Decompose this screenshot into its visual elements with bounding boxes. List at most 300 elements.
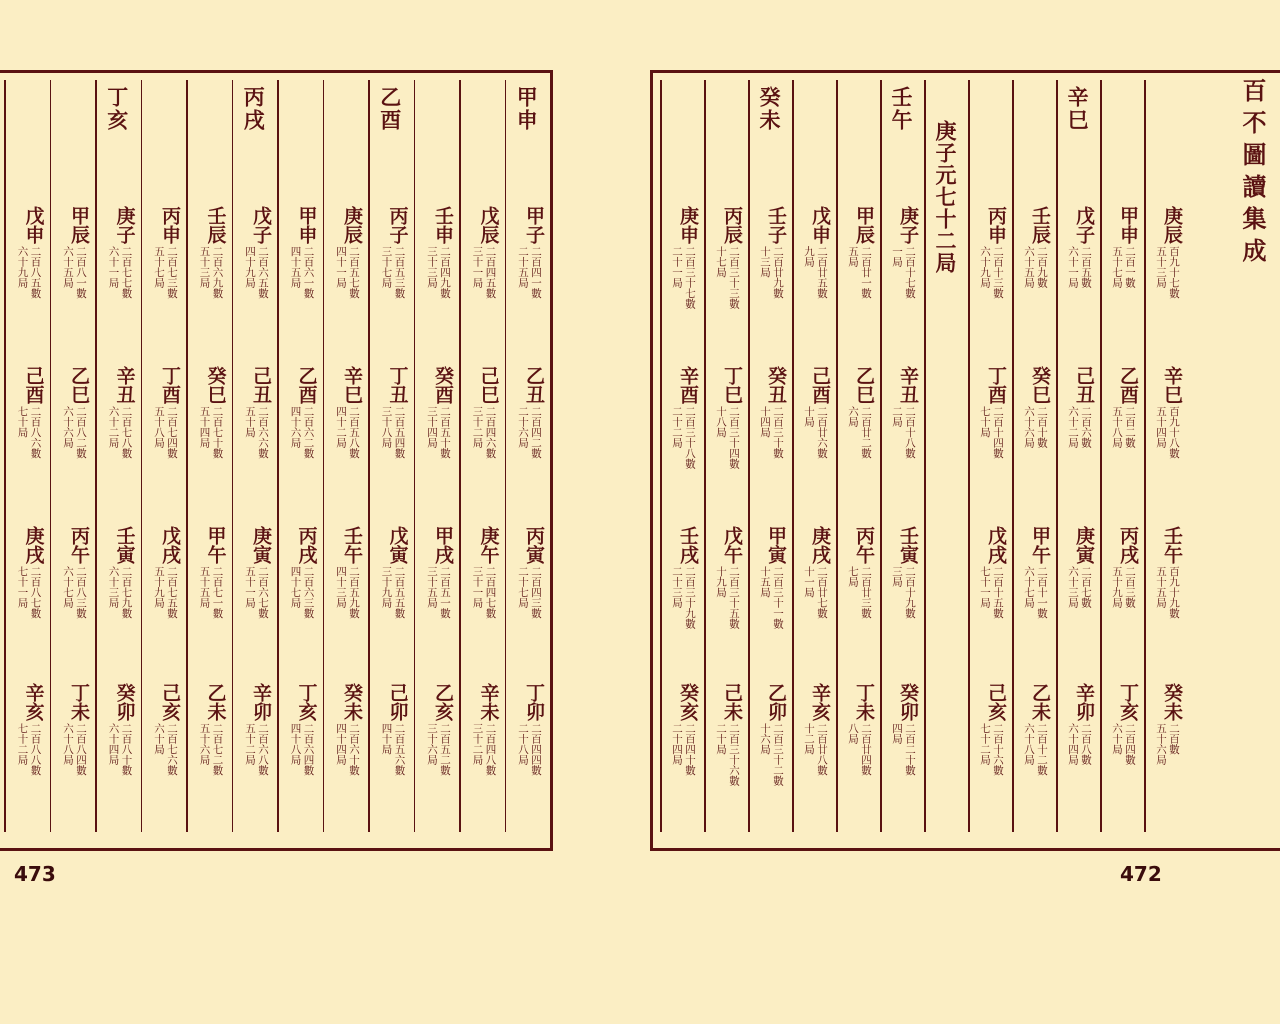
ju-annotation: 五十八局 — [153, 406, 165, 448]
column-rule — [141, 80, 143, 832]
ganzhi-entry — [707, 206, 745, 356]
count-annotation: 二百七二數 — [211, 723, 224, 776]
ganzhi-entry — [1059, 206, 1097, 356]
ganzhi-entry — [371, 683, 411, 833]
count-annotation: 百九十七數 — [1168, 246, 1180, 299]
count-annotation: 二百八三數 — [75, 566, 87, 619]
ju-annotation: 四十四局 — [335, 723, 347, 765]
ganzhi-entry — [98, 683, 138, 833]
count-annotation: 二百十七數 — [904, 246, 916, 299]
count-annotation: 二百五數 — [1080, 246, 1092, 288]
ganzhi-entry — [53, 526, 93, 676]
count-annotation: 二百三十數 — [772, 406, 784, 459]
ganzhi-name: 丁卯 — [523, 683, 545, 721]
ganzhi-name: 庚戌 — [22, 526, 45, 564]
count-annotation: 二百五三數 — [393, 246, 406, 299]
column-rule — [414, 80, 416, 832]
ganzhi-entry — [1103, 526, 1141, 676]
ju-annotation: 六十二局 — [107, 406, 120, 448]
ju-annotation: 六十二局 — [1067, 406, 1079, 448]
stem-heading: 丙戌 — [241, 86, 267, 132]
ju-annotation: 二十三局 — [671, 566, 683, 608]
ganzhi-name: 戊辰 — [477, 206, 500, 244]
column-rule — [1056, 80, 1058, 832]
ganzhi-name: 辛未 — [477, 683, 500, 721]
ganzhi-name: 辛酉 — [677, 366, 699, 404]
ju-annotation: 五十四局 — [1155, 406, 1167, 448]
ganzhi-entry — [883, 366, 921, 516]
count-annotation: 二百六五數 — [257, 246, 269, 299]
ganzhi-name: 丁亥 — [295, 683, 318, 721]
right-page-top-rule — [650, 70, 1280, 73]
ganzhi-entry — [53, 366, 93, 516]
ju-annotation: 六十三局 — [107, 566, 120, 608]
count-annotation: 二百七十數 — [211, 406, 224, 459]
ganzhi-name: 辛亥 — [22, 683, 45, 721]
ju-annotation: 十一局 — [803, 566, 815, 598]
count-annotation: 二百七五數 — [166, 566, 178, 619]
ganzhi-name: 戊子 — [250, 206, 272, 244]
ganzhi-entry — [1059, 683, 1097, 833]
ganzhi-name: 癸巳 — [1029, 366, 1051, 404]
ganzhi-entry — [53, 206, 93, 356]
ganzhi-entry — [1059, 366, 1097, 516]
ganzhi-name: 辛卯 — [250, 683, 272, 721]
ju-annotation: 五十一局 — [244, 566, 256, 608]
ju-annotation: 二十八局 — [517, 723, 529, 765]
ganzhi-entry — [663, 206, 701, 356]
count-annotation: 二百八六數 — [29, 406, 42, 459]
ganzhi-entry — [1103, 366, 1141, 516]
ganzhi-entry — [751, 526, 789, 676]
section-title: 庚子元七十二局 — [933, 120, 958, 274]
ju-annotation: 六十七局 — [62, 566, 74, 608]
ganzhi-name: 丁酉 — [159, 366, 181, 404]
ganzhi-name: 庚戌 — [809, 526, 831, 564]
ju-annotation: 二十局 — [715, 723, 727, 755]
ganzhi-entry — [1147, 683, 1185, 833]
count-annotation: 二百十三數 — [992, 246, 1004, 299]
ganzhi-entry — [144, 206, 184, 356]
count-annotation: 二百一數 — [1124, 246, 1136, 288]
count-annotation: 二百七八數 — [120, 406, 133, 459]
ganzhi-entry — [462, 683, 502, 833]
ganzhi-entry — [1147, 206, 1185, 356]
ganzhi-entry — [508, 366, 548, 516]
column-rule — [277, 80, 279, 832]
column-rule — [660, 80, 662, 832]
ganzhi-entry — [1147, 526, 1185, 676]
ganzhi-name: 戊寅 — [386, 526, 409, 564]
ganzhi-name: 丙申 — [159, 206, 181, 244]
stem-heading: 丁亥 — [104, 86, 130, 132]
ganzhi-name: 甲寅 — [765, 526, 787, 564]
ganzhi-entry — [326, 206, 366, 356]
ganzhi-name: 己酉 — [809, 366, 831, 404]
ganzhi-entry — [1015, 683, 1053, 833]
count-annotation: 二百七數 — [1080, 566, 1092, 608]
ju-annotation: 四十一局 — [335, 246, 347, 288]
ganzhi-entry — [7, 683, 47, 833]
ganzhi-name: 庚子 — [897, 206, 919, 244]
ju-annotation: 二十五局 — [517, 246, 529, 288]
count-annotation: 二百三十七數 — [684, 246, 696, 309]
ju-annotation: 十八局 — [715, 406, 727, 438]
ganzhi-name: 己酉 — [22, 366, 45, 404]
count-annotation: 二百三十八數 — [684, 406, 696, 469]
ganzhi-entry — [883, 526, 921, 676]
ju-annotation: 六十九局 — [979, 246, 991, 288]
count-annotation: 二百廿九數 — [772, 246, 784, 299]
column-rule — [186, 80, 188, 832]
ju-annotation: 九局 — [803, 246, 815, 267]
ganzhi-name: 己巳 — [477, 366, 500, 404]
count-annotation: 二百十數 — [1036, 406, 1048, 448]
ganzhi-entry — [839, 366, 877, 516]
count-annotation: 二百四十數 — [684, 723, 696, 776]
ganzhi-name: 丁未 — [853, 683, 875, 721]
ganzhi-name: 戊子 — [1073, 206, 1095, 244]
column-rule — [836, 80, 838, 832]
count-annotation: 二百六一數 — [302, 246, 315, 299]
ganzhi-entry — [1015, 526, 1053, 676]
ganzhi-entry — [235, 206, 275, 356]
ganzhi-name: 癸卯 — [113, 683, 136, 721]
count-annotation: 二百廿五數 — [816, 246, 828, 299]
ganzhi-entry — [883, 206, 921, 356]
ganzhi-entry — [326, 366, 366, 516]
ganzhi-name: 辛丑 — [113, 366, 136, 404]
ganzhi-name: 乙酉 — [295, 366, 318, 404]
ganzhi-entry — [707, 526, 745, 676]
ju-annotation: 四十七局 — [289, 566, 302, 608]
ganzhi-entry — [751, 683, 789, 833]
ganzhi-name: 辛丑 — [897, 366, 919, 404]
count-annotation: 百九十九數 — [1168, 566, 1180, 619]
count-annotation: 二百六二數 — [302, 406, 315, 459]
count-annotation: 二百六四數 — [302, 723, 315, 776]
count-annotation: 二百六八數 — [257, 723, 269, 776]
ganzhi-entry — [839, 206, 877, 356]
ganzhi-name: 癸丑 — [765, 366, 787, 404]
count-annotation: 二百八數 — [1080, 723, 1092, 765]
ju-annotation: 五十五局 — [198, 566, 211, 608]
ju-annotation: 五十七局 — [153, 246, 165, 288]
ganzhi-entry — [280, 683, 320, 833]
count-annotation: 二百七四數 — [166, 406, 178, 459]
ganzhi-name: 戊申 — [22, 206, 45, 244]
ganzhi-entry — [1015, 206, 1053, 356]
ganzhi-entry — [508, 206, 548, 356]
column-rule — [968, 80, 970, 832]
ganzhi-name: 丙午 — [68, 526, 90, 564]
count-annotation: 二百七一數 — [211, 566, 224, 619]
ju-annotation: 五十三局 — [1155, 246, 1167, 288]
ju-annotation: 十九局 — [715, 566, 727, 598]
count-annotation: 二百五八數 — [348, 406, 360, 459]
ganzhi-entry — [462, 366, 502, 516]
ganzhi-entry — [235, 526, 275, 676]
left-page-top-rule — [0, 70, 553, 73]
ju-annotation: 二局 — [891, 406, 903, 427]
count-annotation: 二百廿四數 — [860, 723, 872, 776]
count-annotation: 二百五五數 — [393, 566, 406, 619]
ju-annotation: 五局 — [847, 246, 859, 267]
ganzhi-name: 己亥 — [985, 683, 1007, 721]
ganzhi-entry — [7, 366, 47, 516]
stem-heading: 甲申 — [514, 86, 540, 132]
ganzhi-entry — [326, 526, 366, 676]
ganzhi-name: 壬戌 — [677, 526, 699, 564]
ganzhi-entry — [98, 366, 138, 516]
count-annotation: 二百九數 — [1036, 246, 1048, 288]
count-annotation: 二百廿八數 — [816, 723, 828, 776]
ganzhi-name: 庚午 — [477, 526, 500, 564]
ju-annotation: 三十七局 — [380, 246, 393, 288]
ganzhi-name: 壬午 — [1161, 526, 1183, 564]
ganzhi-name: 丙午 — [853, 526, 875, 564]
stem-heading: 辛巳 — [1065, 86, 1090, 132]
count-annotation: 二百三十五數 — [728, 566, 740, 629]
ganzhi-entry — [326, 683, 366, 833]
count-annotation: 二百四二數 — [530, 406, 542, 459]
ju-annotation: 二十六局 — [517, 406, 529, 448]
count-annotation: 二百八七數 — [29, 566, 42, 619]
count-annotation: 二百八二數 — [75, 406, 87, 459]
ganzhi-name: 丙寅 — [523, 526, 545, 564]
count-annotation: 二百十五數 — [992, 566, 1004, 619]
ganzhi-entry — [144, 526, 184, 676]
ganzhi-name: 丁丑 — [386, 366, 409, 404]
left-page-number: 473 — [14, 862, 56, 886]
ju-annotation: 五十四局 — [198, 406, 211, 448]
ganzhi-name: 戊申 — [809, 206, 831, 244]
ju-annotation: 六十五局 — [62, 246, 74, 288]
ju-annotation: 二十四局 — [671, 723, 683, 765]
ju-annotation: 十六局 — [759, 723, 771, 755]
ju-annotation: 十局 — [803, 406, 815, 427]
ganzhi-name: 戊戌 — [985, 526, 1007, 564]
count-annotation: 二百三十一數 — [772, 566, 784, 629]
ju-annotation: 六十四局 — [1067, 723, 1079, 765]
ganzhi-entry — [1103, 683, 1141, 833]
ju-annotation: 三十一局 — [471, 246, 484, 288]
ju-annotation: 三十五局 — [426, 566, 438, 608]
ju-annotation: 五十二局 — [244, 723, 256, 765]
ganzhi-name: 壬午 — [341, 526, 363, 564]
ju-annotation: 十七局 — [715, 246, 727, 278]
ganzhi-entry — [839, 683, 877, 833]
ju-annotation: 十五局 — [759, 566, 771, 598]
ganzhi-entry — [144, 366, 184, 516]
ganzhi-entry — [7, 526, 47, 676]
count-annotation: 二百八十數 — [120, 723, 133, 776]
ganzhi-name: 癸酉 — [432, 366, 454, 404]
ganzhi-entry — [189, 206, 229, 356]
ju-annotation: 五十五局 — [1155, 566, 1167, 608]
ganzhi-name: 甲辰 — [853, 206, 875, 244]
ganzhi-name: 乙巳 — [853, 366, 875, 404]
column-rule — [748, 80, 750, 832]
ju-annotation: 五十九局 — [153, 566, 165, 608]
ju-annotation: 一局 — [891, 246, 903, 267]
count-annotation: 二百四五數 — [484, 246, 497, 299]
count-annotation: 二百二數 — [1124, 406, 1136, 448]
ganzhi-entry — [663, 366, 701, 516]
count-annotation: 二百廿三數 — [860, 566, 872, 619]
ju-annotation: 五十七局 — [1111, 246, 1123, 288]
count-annotation: 二百六數 — [1080, 406, 1092, 448]
ganzhi-name: 癸巳 — [204, 366, 227, 404]
ganzhi-entry — [508, 683, 548, 833]
ju-annotation: 六十五局 — [1023, 246, 1035, 288]
count-annotation: 二百三十三數 — [728, 246, 740, 309]
count-annotation: 二百六六數 — [257, 406, 269, 459]
ganzhi-name: 戊戌 — [159, 526, 181, 564]
ganzhi-name: 庚申 — [677, 206, 699, 244]
ganzhi-entry — [971, 206, 1009, 356]
ganzhi-entry — [971, 526, 1009, 676]
ganzhi-name: 乙酉 — [1117, 366, 1139, 404]
right-page-header-strip: 百不圖讀集成 — [1238, 78, 1267, 270]
ganzhi-entry — [371, 366, 411, 516]
column-rule — [1012, 80, 1014, 832]
ju-annotation: 五十六局 — [1155, 723, 1167, 765]
stem-heading: 乙酉 — [377, 86, 403, 132]
count-annotation: 二百十一數 — [1036, 566, 1048, 619]
ju-annotation: 四十二局 — [335, 406, 347, 448]
ganzhi-name: 庚辰 — [341, 206, 363, 244]
ju-annotation: 三十二局 — [471, 723, 484, 765]
ganzhi-name: 癸未 — [1161, 683, 1183, 721]
ganzhi-name: 辛巳 — [1161, 366, 1183, 404]
ju-annotation: 四十三局 — [335, 566, 347, 608]
stem-heading: 壬午 — [889, 86, 914, 132]
ju-annotation: 四十局 — [380, 723, 393, 755]
ganzhi-entry — [417, 683, 457, 833]
ju-annotation: 七十局 — [979, 406, 991, 438]
ganzhi-entry — [663, 526, 701, 676]
ganzhi-entry — [971, 683, 1009, 833]
count-annotation: 二百五十數 — [439, 406, 451, 459]
count-annotation: 二百十二數 — [1036, 723, 1048, 776]
right-page-bottom-rule — [650, 848, 1280, 851]
count-annotation: 二百四一數 — [530, 246, 542, 299]
ganzhi-entry — [371, 206, 411, 356]
ju-annotation: 七局 — [847, 566, 859, 587]
ju-annotation: 四十五局 — [289, 246, 302, 288]
ganzhi-name: 甲子 — [523, 206, 545, 244]
count-annotation: 二百五七數 — [348, 246, 360, 299]
count-annotation: 二百七六數 — [166, 723, 178, 776]
column-rule — [459, 80, 461, 832]
count-annotation: 百九十八數 — [1168, 406, 1180, 459]
count-annotation: 二百十四數 — [992, 406, 1004, 459]
count-annotation: 二百八一數 — [75, 246, 87, 299]
count-annotation: 二百七三數 — [166, 246, 178, 299]
ju-annotation: 三十一局 — [471, 566, 484, 608]
column-rule — [505, 80, 507, 832]
count-annotation: 二百三數 — [1124, 566, 1136, 608]
ju-annotation: 七十二局 — [16, 723, 29, 765]
count-annotation: 二百四四數 — [530, 723, 542, 776]
ju-annotation: 六十六局 — [62, 406, 74, 448]
ganzhi-name: 甲申 — [295, 206, 318, 244]
ganzhi-name: 庚寅 — [250, 526, 272, 564]
count-annotation: 二百三十九數 — [684, 566, 696, 629]
ganzhi-name: 丁亥 — [1117, 683, 1139, 721]
left-page-right-rule — [550, 70, 553, 851]
ganzhi-name: 甲午 — [204, 526, 227, 564]
ju-annotation: 六局 — [847, 406, 859, 427]
ju-annotation: 六十八局 — [1023, 723, 1035, 765]
ganzhi-entry — [417, 366, 457, 516]
ju-annotation: 四十六局 — [289, 406, 302, 448]
column-rule — [880, 80, 882, 832]
stem-heading: 癸未 — [757, 86, 782, 132]
ganzhi-entry — [795, 206, 833, 356]
count-annotation: 二百二十數 — [904, 723, 916, 776]
ju-annotation: 三十六局 — [426, 723, 438, 765]
column-rule — [368, 80, 370, 832]
ganzhi-entry — [189, 366, 229, 516]
ju-annotation: 七十一局 — [979, 566, 991, 608]
ganzhi-name: 乙亥 — [432, 683, 454, 721]
ganzhi-entry — [53, 683, 93, 833]
ganzhi-name: 乙巳 — [68, 366, 90, 404]
ganzhi-entry — [98, 526, 138, 676]
right-page-number: 472 — [1120, 862, 1162, 886]
ganzhi-entry — [235, 683, 275, 833]
ju-annotation: 三十八局 — [380, 406, 393, 448]
ganzhi-name: 癸卯 — [897, 683, 919, 721]
count-annotation: 二百廿六數 — [816, 406, 828, 459]
ganzhi-entry — [98, 206, 138, 356]
ju-annotation: 六十六局 — [1023, 406, 1035, 448]
ju-annotation: 十四局 — [759, 406, 771, 438]
ju-annotation: 三十三局 — [426, 246, 438, 288]
ganzhi-name: 壬子 — [765, 206, 787, 244]
ju-annotation: 十三局 — [759, 246, 771, 278]
count-annotation: 二百八八數 — [29, 723, 42, 776]
ganzhi-name: 己卯 — [386, 683, 409, 721]
ganzhi-entry — [883, 683, 921, 833]
ganzhi-entry — [971, 366, 1009, 516]
ganzhi-entry — [663, 683, 701, 833]
count-annotation: 二百四九數 — [439, 246, 451, 299]
count-annotation: 二百五二數 — [439, 723, 451, 776]
ganzhi-entry — [795, 683, 833, 833]
ganzhi-name: 丙戌 — [295, 526, 318, 564]
count-annotation: 二百數 — [1168, 723, 1180, 755]
ganzhi-name: 甲辰 — [68, 206, 90, 244]
count-annotation: 二百八四數 — [75, 723, 87, 776]
count-annotation: 二百七九數 — [120, 566, 133, 619]
ganzhi-name: 壬寅 — [897, 526, 919, 564]
ju-annotation: 六十一局 — [107, 246, 120, 288]
ganzhi-name: 乙卯 — [765, 683, 787, 721]
ganzhi-entry — [235, 366, 275, 516]
count-annotation: 二百六九數 — [211, 246, 224, 299]
ganzhi-entry — [7, 206, 47, 356]
ju-annotation: 八局 — [847, 723, 859, 744]
column-rule — [232, 80, 234, 832]
ju-annotation: 六十三局 — [1067, 566, 1079, 608]
ganzhi-entry — [462, 526, 502, 676]
ganzhi-name: 己未 — [721, 683, 743, 721]
count-annotation: 二百十八數 — [904, 406, 916, 459]
ju-annotation: 七十一局 — [16, 566, 29, 608]
